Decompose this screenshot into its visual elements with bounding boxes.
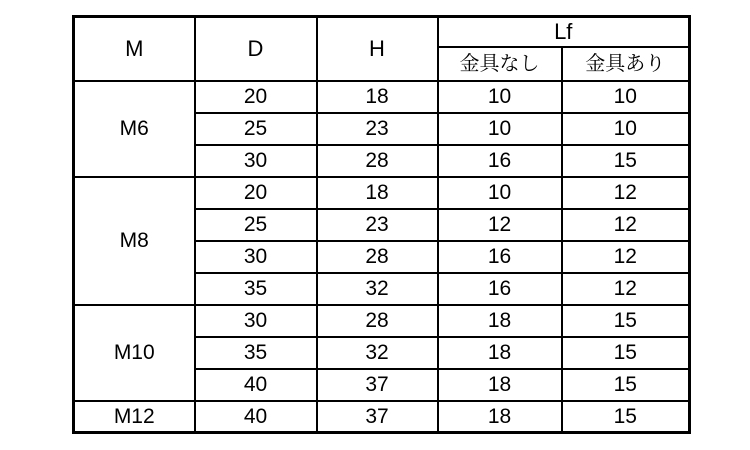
cell-lf-without: 16 bbox=[438, 273, 562, 305]
table-row bbox=[74, 401, 690, 433]
cell-lf-with: 12 bbox=[562, 209, 690, 241]
cell-d: 20 bbox=[195, 177, 317, 209]
col-header-lf: Lf bbox=[438, 17, 690, 47]
cell-d: 30 bbox=[195, 145, 317, 177]
col-header-d: D bbox=[195, 17, 317, 81]
cell-lf-without: 10 bbox=[438, 113, 562, 145]
cell-d: 30 bbox=[195, 241, 317, 273]
table-row bbox=[74, 81, 690, 113]
cell-lf-without: 16 bbox=[438, 241, 562, 273]
spec-table bbox=[72, 15, 691, 434]
cell-d: 35 bbox=[195, 273, 317, 305]
cell-lf-without: 10 bbox=[438, 177, 562, 209]
cell-h: 37 bbox=[317, 369, 438, 401]
cell-lf-with: 10 bbox=[562, 81, 690, 113]
col-header-h: H bbox=[317, 17, 438, 81]
row-group-label-m6: M6 bbox=[74, 81, 195, 177]
cell-lf-with: 12 bbox=[562, 241, 690, 273]
cell-d: 30 bbox=[195, 305, 317, 337]
row-group-label-m10: M10 bbox=[74, 305, 195, 401]
cell-lf-without: 18 bbox=[438, 305, 562, 337]
cell-lf-without: 12 bbox=[438, 209, 562, 241]
cell-lf-without: 18 bbox=[438, 337, 562, 369]
table-row bbox=[74, 305, 690, 337]
cell-d: 40 bbox=[195, 401, 317, 433]
cell-d: 35 bbox=[195, 337, 317, 369]
cell-h: 28 bbox=[317, 241, 438, 273]
cell-lf-with: 15 bbox=[562, 401, 690, 433]
cell-h: 32 bbox=[317, 337, 438, 369]
cell-lf-with: 12 bbox=[562, 177, 690, 209]
row-group-label-m8: M8 bbox=[74, 177, 195, 305]
cell-h: 28 bbox=[317, 145, 438, 177]
cell-lf-with: 15 bbox=[562, 369, 690, 401]
cell-lf-with: 15 bbox=[562, 305, 690, 337]
subcol-header-lf-without: 金具なし bbox=[438, 47, 562, 81]
cell-lf-with: 15 bbox=[562, 337, 690, 369]
cell-lf-without: 16 bbox=[438, 145, 562, 177]
cell-h: 32 bbox=[317, 273, 438, 305]
cell-lf-without: 18 bbox=[438, 369, 562, 401]
cell-h: 23 bbox=[317, 113, 438, 145]
col-header-m: M bbox=[74, 17, 195, 81]
cell-lf-without: 18 bbox=[438, 401, 562, 433]
cell-lf-without: 10 bbox=[438, 81, 562, 113]
row-group-label-m12: M12 bbox=[74, 401, 195, 433]
cell-h: 18 bbox=[317, 81, 438, 113]
cell-d: 20 bbox=[195, 81, 317, 113]
table-row bbox=[74, 177, 690, 209]
cell-h: 37 bbox=[317, 401, 438, 433]
cell-h: 28 bbox=[317, 305, 438, 337]
spec-table-header bbox=[74, 17, 690, 81]
cell-h: 18 bbox=[317, 177, 438, 209]
cell-h: 23 bbox=[317, 209, 438, 241]
subcol-header-lf-with: 金具あり bbox=[562, 47, 690, 81]
spec-table-body bbox=[74, 81, 690, 433]
cell-d: 25 bbox=[195, 113, 317, 145]
cell-lf-with: 12 bbox=[562, 273, 690, 305]
cell-lf-with: 10 bbox=[562, 113, 690, 145]
cell-d: 40 bbox=[195, 369, 317, 401]
cell-d: 25 bbox=[195, 209, 317, 241]
cell-lf-with: 15 bbox=[562, 145, 690, 177]
